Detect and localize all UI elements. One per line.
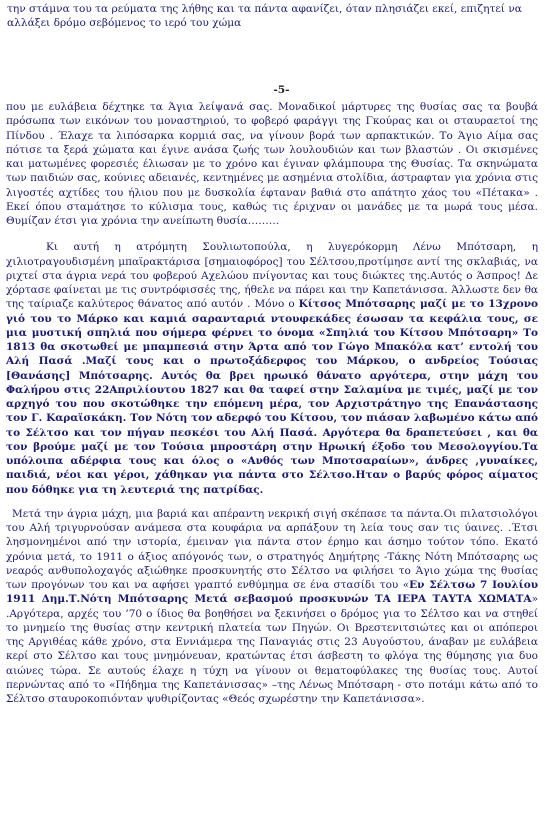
continued-text: την στάμνα του τα ρεύματα της λήθης και τα πάντα αφανίζει, όταν πλησιάζει εκεί, επιζητεί να αλλάξει δρόμο σεβόμενος το ιερό του χώμα [7, 3, 522, 30]
paragraph-3-rest: » .Αργότερα, αρχές του ’70 ο ίδιος θα βοηθήσει να ξεκινήσει ο δρόμος για το Σέλτσο και να στηθεί το μνημείο της θυσίας στην κεντρική πλατεία των Πηγών. Οι Βρεστενιτσιώτες και οι απόπεροι της Αργιθέας κάθε χρόνο, στα Εννιάμερα της Παναγιάς στις 23 Αυγούστου, άναβαν με ευλάβεια κερί στο Σέλτσο και τους μνημόνευαν, κρατώντας έτσι άσβεστη το φλόγα της θύμησης για δυο αιώνες τώρα. Σε αυτούς έλαχε η τύχη να γίνουν οι θεματοφύλακες της θυσίας τους. Αυτοί περνώντας από το «Πήδημα της Καπετάνισσας» –της Λένως Μπότσαρη - στο ποτάμι κάτω από το Σέλτσο σταυροκοπιόνταν ψυθιρίζοντας «Θεός σχωρέστην την Καπετάνισσα». [6, 593, 538, 705]
paragraph-3 [6, 507, 538, 707]
paragraph-2 [6, 240, 538, 497]
paragraph-3-bold: Εν Σέλτσω 7 Ιουλίου 1911 Δημ.Τ.Νότη Μπότσαρης Μετά σεβασμού προσκυνών ΤΑ ΙΕΡΑ ΤΑΥΤΑ ΧΩΜΑΤΑ [6, 579, 539, 606]
paragraph-3-intro: Μετά την άγρια μάχη, μια βαριά και απέραντη νεκρική σιγή σκέπασε τα πάντα.Οι πιλατσιολόγοι του Αλή τριγυρνούσαν ανάμεσα στα κουφάρια να αρπάξουν τη λεία τους σαν τις ύαινες. .Έτσι λησμονημένοι από την ιστορία, έμειναν για πάντα στον έρημο και άσημο τούτον τόπο. Εκατό χρόνια μετά, το 1911 ο άξιος απόγονός των, ο στρατηγός Δημήτρης -Τάκης Νότη Μπότσαρης ως νεαρός ανθυπολοχαγός αξιώθηκε προσκυνητής στο Σέλτσο να φιλήσει το Άγιο χώμα της θυσίας των προγόνων του και να αφήσει γραπτό ενθύμημα σε ένα στασίδι του « [6, 507, 538, 591]
paragraph-2-intro: Κι αυτή η ατρόμητη Σουλιωτοπούλα, η λυγερόκορμη Λένω Μπότσαρη, η χιλιοτραγουδισμένη μπαϊρακτάρισα [σημαιοφόρος] του Σέλτσου,προτίμησε αντί της σκλαβιάς, να ριχτεί στα άγρια νερά του φοβερού Αχελώου πνίγοντας και τους διώκτες της.Αυτός ο Άσπρος! Δε χόρτασε φαίνεται με τις συντρόφισσές της, ήθελε να πάρει και την Καπετάνισσα. Άλλωστε δεν θα της ταίριαζε καλύτερος θάνατος από αυτόν . Μόνο ο [6, 241, 538, 311]
paragraph-1: που με ευλάβεια δέχτηκε τα Άγια λείψανά σας. Μοναδικοί μάρτυρες της θυσίας σας τα βουβά πρόσωπα των εικόνων του μοναστηριού, το φοβερό φαράγγι της Γκούρας και οι σταυραετοί της Πίνδου . Έλαχε τα λιπόσαρκα κορμιά σας, να γίνουν βορά των αρπακτικών. Το Άγιο Αίμα σας πότισε τα ξερά χώματα και έγινε ανάσα ζωής των λουλουδιών και των βλαστών . Οι σκισμένες και ματωμένες φορεσιές έλιωσαν με το χρόνο και έγιναν φλάμπουρα της Θυσίας. Τα σκηνώματα των παιδιών σας, κούνιες αδειανές, κεντημένες με ασημένια στολίδια, άστραφταν για χρόνια στις λιγοστές αχτίδες του ήλιου που με δυσκολία έφταναν βαθιά στο απάτητο χάος του «Πέτακα» . Εκεί όπου σταμάτησε το κύλισμα τους, καθώς τις έριχναν οι μανάδες με τα μωρά τους μέσα. Θυμίζαν έτσι για χρόνια την ανείπωτη θυσία……… [6, 101, 538, 227]
paragraph-2-bold: Κίτσος Μπότσαρης μαζί με το 13χρονο γιό του το Μάρκο και καμιά σαρανταριά ντουφεκάδες έσωσαν τα κεφάλια τους, σε μια μυστική σπηλιά που σήμερα φέρνει το όνομα «Σπηλιά του Κίτσου Μπότσαρη» Το 1813 θα σκοτωθεί με μπαμπεσιά στην Άρτα από τον Γώγο Μπακόλα κατ’ εντολή του Αλή Πασά .Μαζί τους και ο πρωτοξάδερφος του Μάρκου, ο ανδρείος Τούσιας [Θανάσης] Μπότσαρης. Αυτός θα βρει ηρωικό θάνατο αργότερα, στην μάχη του Φαλήρου στις 22Απριλίουτου 1827 και θα ταφεί στην Σαλαμίνα με τιμές, μαζί με τον αρχηγό του που σκοτώθηκε την επόμενη μέρα, τον Αρχιστράτηγο της Επανάστασης τον Γ. Καραϊσκάκη. Τον Νότη τον αδερφό του Κίτσου, τον πιάσαν λαβωμένο κάτω από το Σέλτσο και τον πήγαν πεσκέσι του Αλή Πασά. Αργότερα θα δραπετεύσει , και θα τον βρούμε μαζί με τον Τούσια μπροστάρη στην Ηρωική έξοδο του Μεσολογγίου. [6, 298, 538, 453]
paragraph-2-rest: Τα υπόλοιπα αδέρφια τους και όλος ο «Ανθός των Μποτσαραίων», άνδρες ,γυναίκες, παιδιά, νέοι και γέροι, χάθηκαν για πάντα στο Σέλτσο.Ηταν ο βαρύς φόρος αίματος που δόθηκε για τη λευτεριά της πατρίδας. [6, 440, 538, 496]
page-number: -5- [273, 84, 290, 96]
document-body [6, 100, 538, 706]
